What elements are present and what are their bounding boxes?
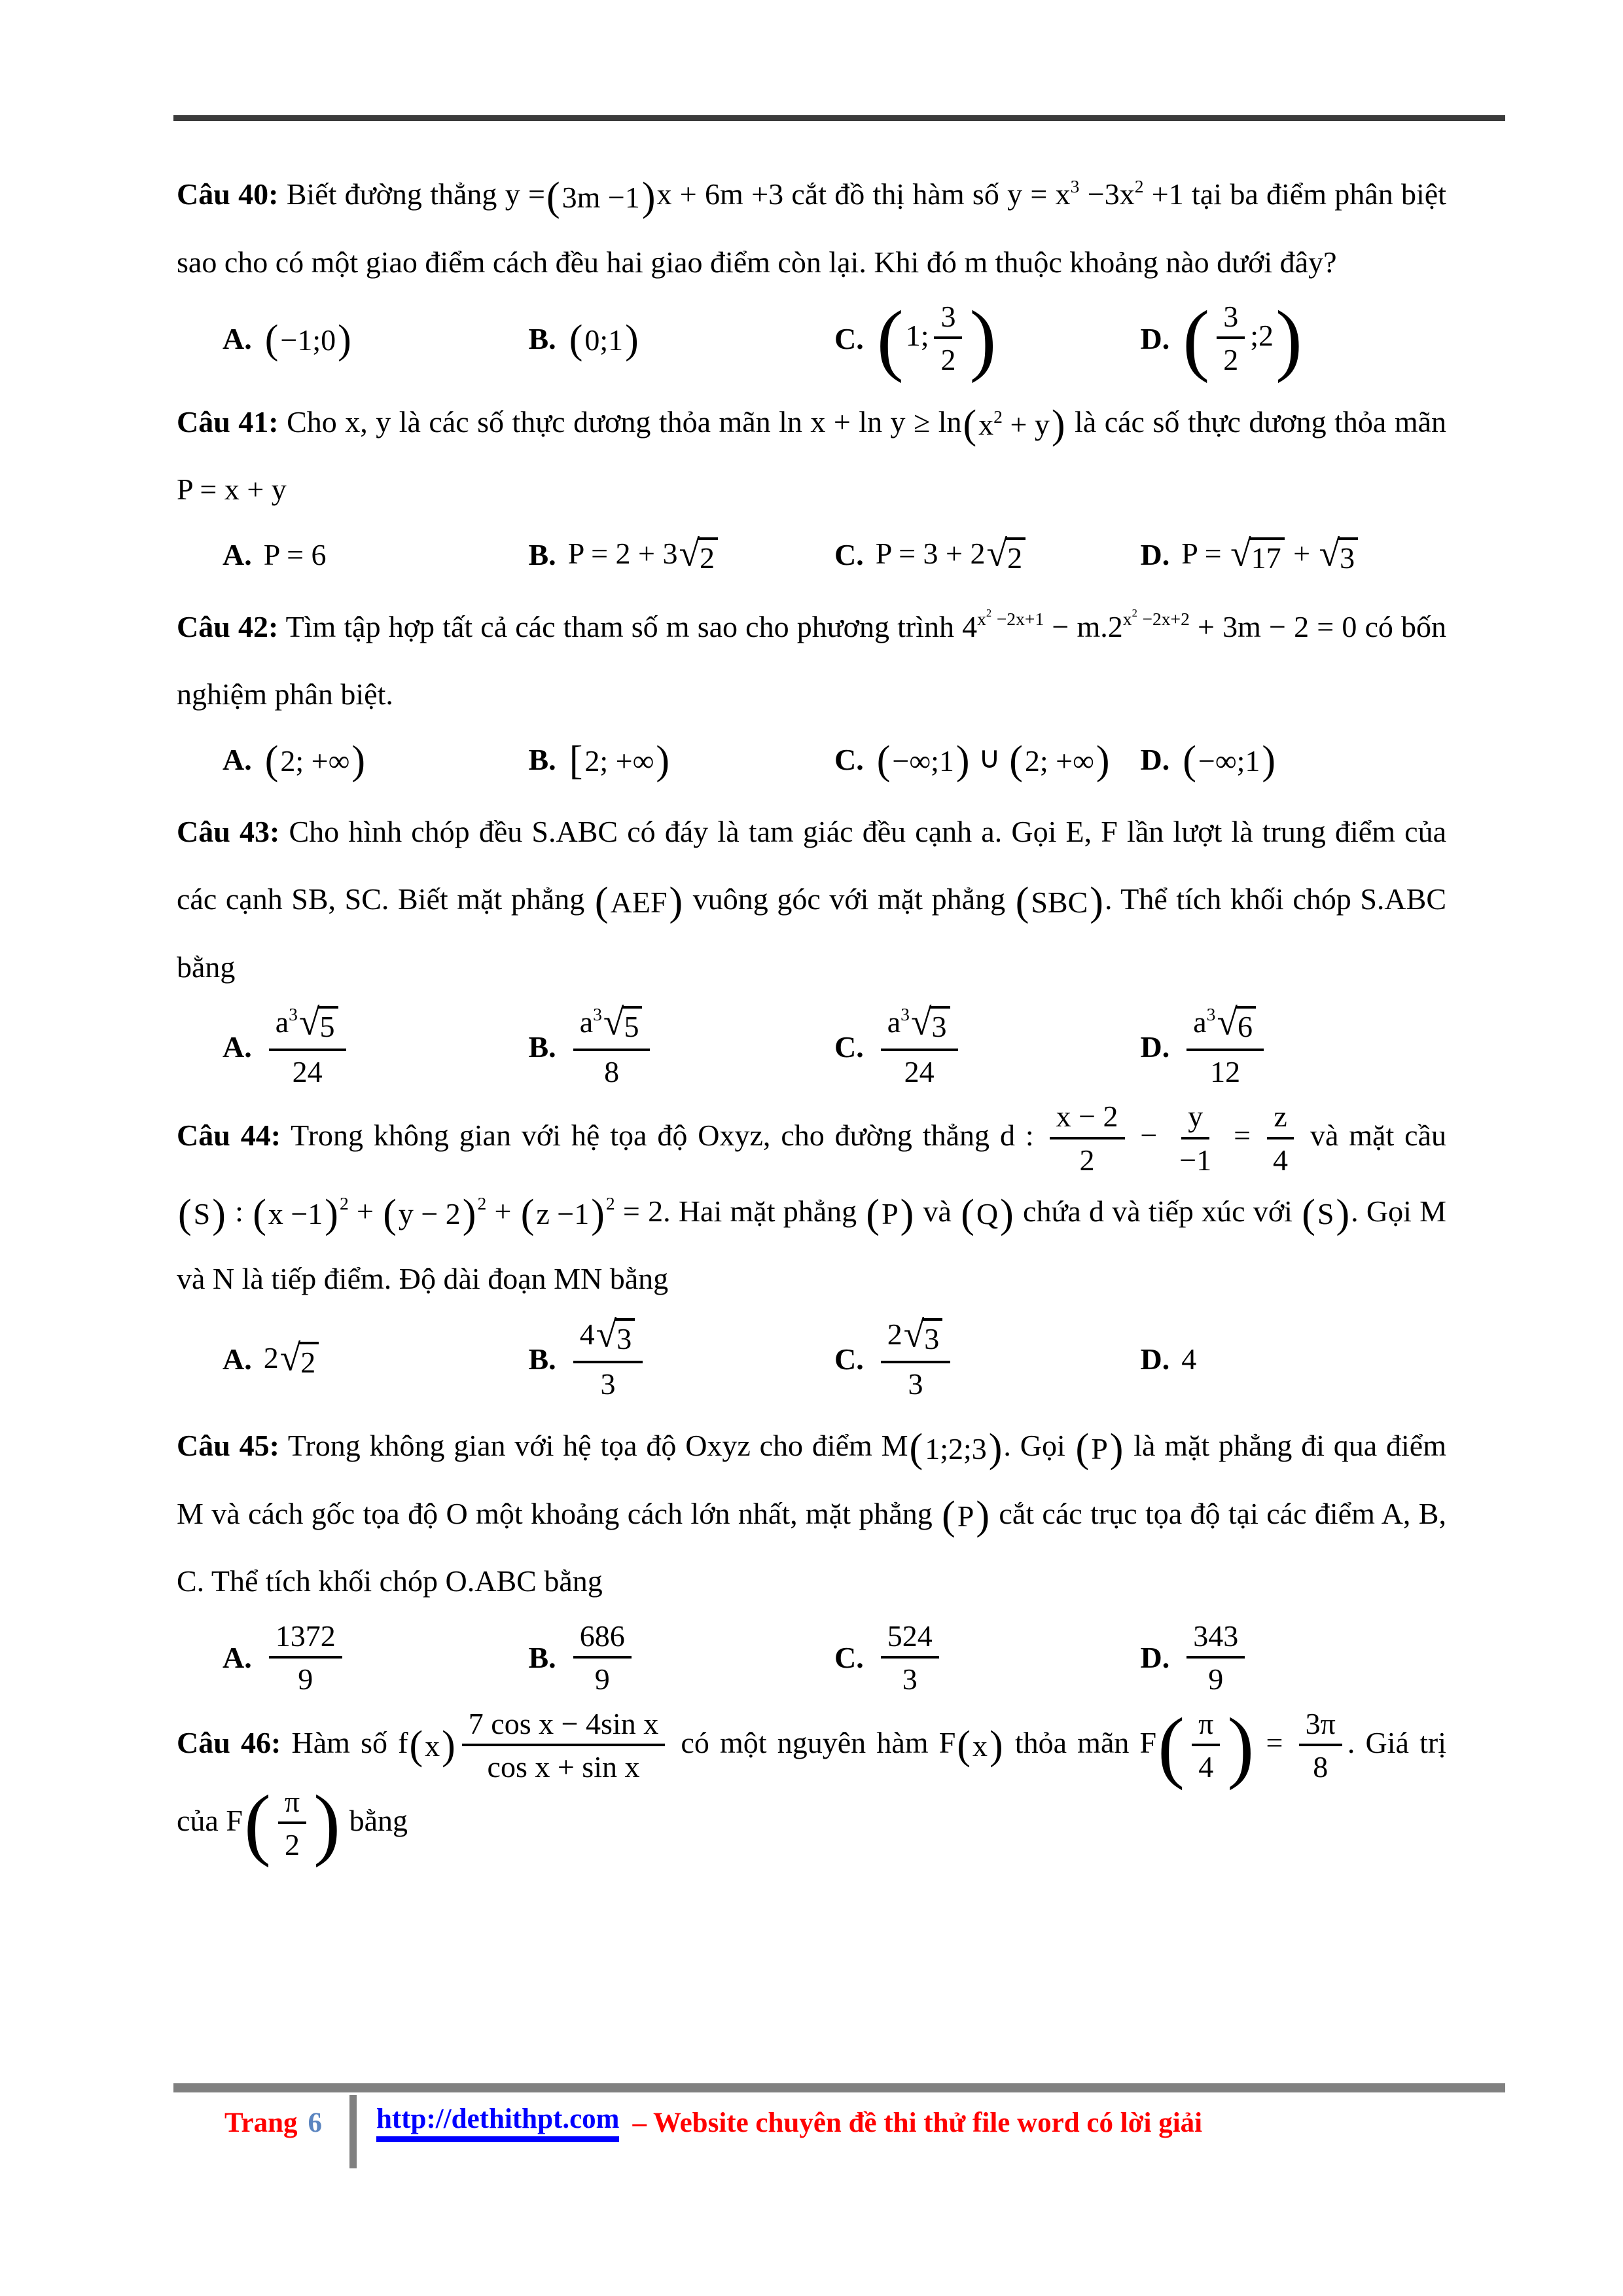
question-stem [177, 593, 1446, 728]
stem-text: bằng [342, 1803, 408, 1837]
question-label: Câu 44: [177, 1119, 281, 1153]
option-value: 4 [1181, 1342, 1197, 1376]
option-key: B. [528, 1342, 556, 1376]
stem-text: Cho hình chóp đều S.ABC có đáy là tam giác đều cạnh a. Gọi E, F lần lượt là trung điểm của các cạnh SB, SC. Biết mặt phẳng [177, 814, 1447, 916]
stem-text: Biết đường thẳng [286, 177, 505, 211]
question-label: Câu 43: [177, 814, 280, 848]
option-B [528, 1314, 835, 1401]
stem-formula: $4^{x^2 -2x+1} - m.2^{x^2 -2x+2} + 3m - 2 = 0$ [962, 606, 1357, 643]
option-value: $a^3$ √ 3 24 [876, 1005, 963, 1089]
stem-text: Hàm số [291, 1726, 399, 1760]
stem-formula: F ( $\frac{\pi}{2}$ ) [226, 1778, 341, 1869]
stem-text: . Giá trị của [177, 1726, 1446, 1837]
option-value: 2 √ 3 3 [876, 1317, 956, 1401]
stem-formula: ( S ) [1302, 1191, 1350, 1236]
stem-text: vuông góc với mặt phẳng [684, 882, 1014, 916]
question-stem [177, 160, 1446, 296]
option-value: ( 0;1 ) [569, 317, 639, 363]
option-key: A. [223, 321, 252, 355]
footer-tagline: – Website chuyên đề thi thử file word có lời giải [632, 2107, 1203, 2138]
option-key: D. [1140, 743, 1170, 777]
option-value: $a^3$ √ 5 8 [568, 1005, 656, 1089]
stem-formula: f ( x ) $\frac{\text{7 cos x − 4sin x}}{\text{cos x + sin x}}$ [398, 1726, 670, 1759]
option-key: D. [1140, 1342, 1170, 1376]
stem-text: và [915, 1194, 960, 1228]
option-value: $\frac{343}{9}$ [1181, 1619, 1250, 1697]
option-key: D. [1140, 538, 1170, 572]
stem-formula: ( S ) : ( x −1 ) $^2$ + ( y − 2 ) $^2$ + ( z −1 ) $^2$ = 2 [178, 1191, 664, 1236]
option-key: D. [1140, 1641, 1170, 1675]
stem-text: là mặt phẳng đi qua điểm M và cách gốc tọa độ O một khoảng cách lớn nhất, mặt phẳng [177, 1429, 1446, 1530]
options-row [223, 1619, 1446, 1697]
stem-text: Trong không gian với hệ tọa độ Oxyz cho điểm [287, 1429, 882, 1463]
option-key: D. [1140, 321, 1170, 355]
option-value: 4 √ 3 3 [568, 1317, 649, 1401]
question-label: Câu 42: [177, 609, 279, 643]
stem-formula: ( Q ) [961, 1191, 1014, 1236]
page-footer [173, 2083, 1505, 2168]
stem-text: . Thể tích khối chóp S.ABC bằng [177, 882, 1447, 984]
question-45 [177, 1412, 1446, 1696]
stem-text: Cho x, y là các số thực dương thỏa mãn [287, 404, 779, 439]
stem-text: và mặt cầu [1300, 1119, 1447, 1153]
question-label: Câu 46: [177, 1726, 281, 1760]
stem-text: . Gọi M và N là tiếp điểm. Độ dài đoạn MN bằng [177, 1194, 1447, 1296]
option-value: P = 6 [263, 537, 327, 571]
option-value: ( −∞;1 ) [1183, 738, 1276, 783]
stem-formula: ( SBC ) [1015, 880, 1103, 924]
question-stem [177, 798, 1446, 1001]
questions-list [177, 160, 1446, 1873]
option-value: [ 2; +∞ ) [569, 738, 670, 783]
stem-text: cắt đồ thị hàm số [783, 177, 1008, 211]
option-A [223, 732, 529, 787]
stem-text: Tìm tập hợp tất cả các tham số m sao cho phương trình [285, 609, 963, 643]
footer-link-row [357, 2095, 1202, 2168]
stem-formula: y = ( 3m −1 ) x + 6m +3 [505, 174, 784, 219]
footer-rule [173, 2083, 1505, 2092]
option-key: B. [528, 538, 556, 572]
stem-formula: ln x + ln y ≥ ln ( $x^2 + y$ ) [779, 402, 1065, 447]
question-46 [177, 1700, 1446, 1869]
question-44 [177, 1100, 1446, 1401]
option-key: C. [834, 1342, 864, 1376]
stem-text: cắt các trục tọa độ tại các điểm A, B, C. Thể tích khối chóp O.ABC bằng [177, 1496, 1446, 1598]
stem-text: thỏa mãn [1004, 1726, 1140, 1760]
options-row [223, 293, 1446, 384]
question-stem [177, 1100, 1446, 1313]
stem-text: có một nguyên hàm [670, 1726, 939, 1760]
question-stem [177, 1700, 1446, 1869]
header-rule [173, 115, 1505, 121]
option-A [223, 1001, 529, 1089]
option-value: ( $\frac{3}{2}$ ;2 ) [1183, 293, 1302, 384]
option-value: 2 √ 2 [264, 1338, 321, 1380]
option-D [1141, 1331, 1447, 1386]
option-value: $\frac{1372}{9}$ [264, 1619, 348, 1697]
option-value: $\frac{524}{3}$ [876, 1619, 944, 1697]
option-key: A. [223, 743, 252, 777]
option-key: A. [223, 1030, 252, 1064]
option-key: B. [528, 1641, 556, 1675]
option-key: A. [223, 1641, 252, 1675]
option-value: P = √ 17 + √ 3 [1181, 534, 1359, 576]
option-C [834, 1314, 1141, 1401]
stem-formula: d : $\frac{x - 2}{2}$ − $\frac{y}{-1}$ = $\frac{z}{4}$ [1000, 1119, 1300, 1152]
stem-formula: M ( 1;2;3 ) [881, 1426, 1003, 1471]
option-value: P = 3 + 2 √ 2 [876, 534, 1027, 576]
stem-text: Trong không gian với hệ tọa độ Oxyz, cho đường thẳng [291, 1119, 1000, 1153]
option-key: C. [834, 743, 864, 777]
options-row [223, 1001, 1446, 1089]
option-value: ( −∞;1 ) ∪ ( 2; +∞ ) [876, 738, 1110, 783]
footer-row [173, 2095, 1505, 2168]
options-row [223, 528, 1446, 583]
option-D [1140, 293, 1447, 384]
option-D [1141, 1619, 1447, 1697]
question-43 [177, 798, 1446, 1090]
option-value: ( −1;0 ) [264, 317, 351, 363]
question-label: Câu 40: [177, 177, 279, 211]
option-B [529, 732, 835, 787]
question-label: Câu 45: [177, 1429, 279, 1463]
stem-formula: F ( $\frac{\pi}{4}$ ) = $\frac{3\pi}{8}$ [1140, 1726, 1347, 1759]
option-D [1140, 1001, 1447, 1089]
option-A [223, 311, 529, 366]
stem-text: chứa d và tiếp xúc với [1014, 1194, 1301, 1228]
stem-formula: ( P ) [942, 1494, 990, 1539]
option-value: ( 2; +∞ ) [264, 738, 366, 783]
option-A [223, 528, 529, 583]
option-C [834, 528, 1141, 583]
page-number-value: 6 [308, 2107, 322, 2138]
option-value: $a^3$ √ 6 12 [1181, 1005, 1269, 1089]
page-number-label: Trang [224, 2107, 298, 2138]
stem-text: . Gọi [1003, 1429, 1075, 1463]
question-40 [177, 160, 1446, 384]
option-value: P = 2 + 3 √ 2 [568, 534, 719, 576]
option-B [529, 1619, 835, 1697]
options-row [223, 1314, 1446, 1401]
option-key: B. [528, 1030, 556, 1064]
option-key: B. [528, 321, 556, 355]
option-A [223, 1331, 529, 1386]
stem-formula: ( AEF ) [594, 880, 683, 924]
option-key: A. [223, 1342, 252, 1376]
option-value: $a^3$ √ 5 24 [264, 1005, 351, 1089]
stem-formula: F ( x ) [938, 1723, 1003, 1768]
option-value: ( 1; $\frac{3}{2}$ ) [876, 293, 997, 384]
stem-formula: ( P ) [866, 1191, 914, 1236]
option-key: C. [834, 1030, 864, 1064]
stem-text: có bốn nghiệm phân biệt. [177, 609, 1447, 711]
option-key: D. [1140, 1030, 1170, 1064]
option-D [1141, 528, 1447, 583]
option-key: C. [834, 538, 864, 572]
stem-text: tại ba điểm phân biệt sao cho có một giao điểm cách đều hai giao điểm còn lại. Khi đó m thuộc khoảng nào dưới đây? [177, 177, 1446, 279]
options-row [223, 732, 1446, 787]
question-stem [177, 388, 1446, 524]
option-key: A. [223, 538, 252, 572]
option-C [834, 293, 1141, 384]
stem-text: là các số thực dương thỏa mãn [1066, 404, 1447, 439]
page-number [173, 2095, 349, 2168]
question-stem [177, 1412, 1446, 1615]
question-42 [177, 593, 1446, 787]
question-label: Câu 41: [177, 404, 279, 439]
stem-formula: $y = x^3 -3x^2 +1$ [1007, 176, 1184, 211]
footer-link[interactable]: http://dethithpt.com [376, 2103, 619, 2142]
option-value: $\frac{686}{9}$ [568, 1619, 637, 1697]
option-key: C. [834, 1641, 864, 1675]
option-C [834, 1619, 1141, 1697]
question-41 [177, 388, 1446, 583]
option-B [528, 1001, 835, 1089]
option-key: C. [834, 321, 864, 355]
option-D [1141, 732, 1447, 787]
footer-divider [349, 2095, 357, 2168]
stem-formula: P = x + y [177, 473, 287, 507]
option-key: B. [528, 743, 556, 777]
option-B [529, 311, 835, 366]
stem-text: . Hai mặt phẳng [663, 1194, 865, 1228]
option-B [529, 528, 835, 583]
option-C [834, 732, 1141, 787]
option-C [834, 1001, 1141, 1089]
stem-formula: ( P ) [1075, 1426, 1124, 1471]
option-A [223, 1619, 529, 1697]
